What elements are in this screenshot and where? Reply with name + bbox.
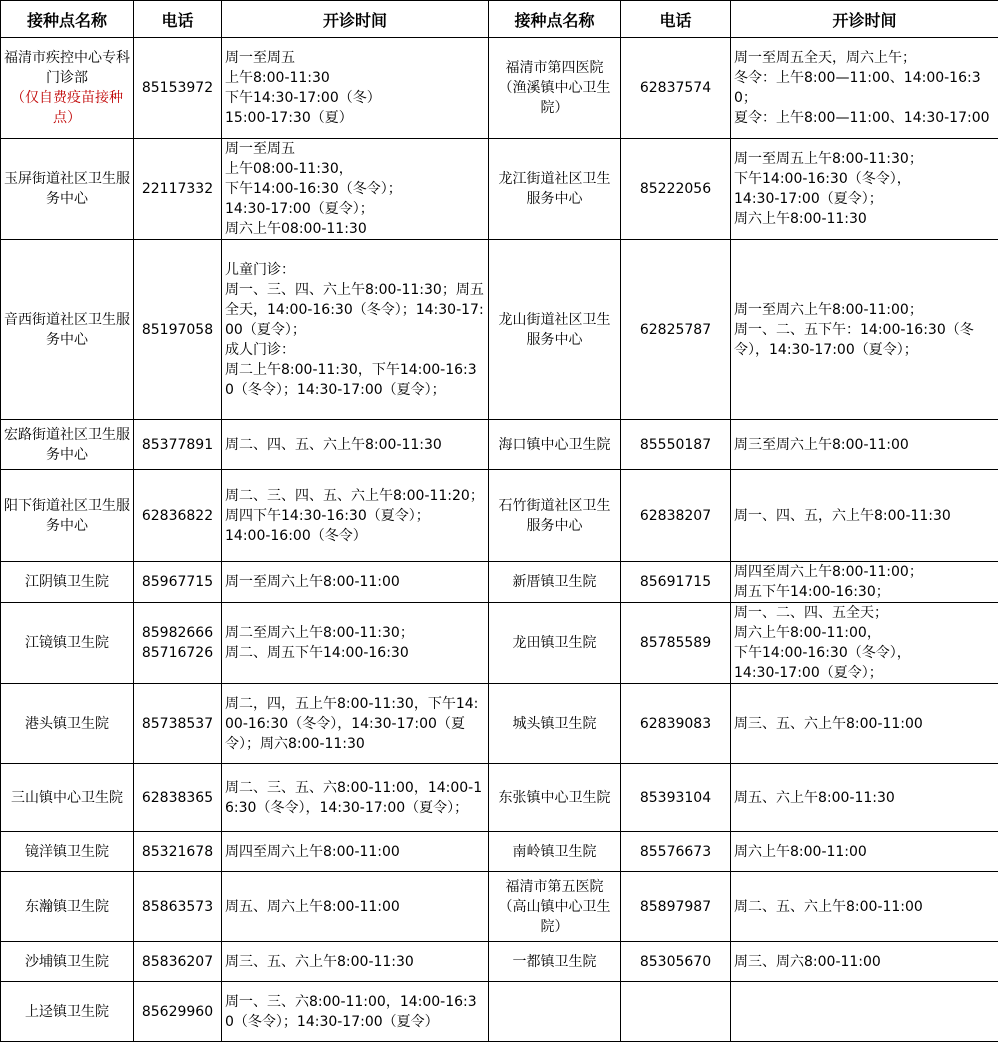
hours-line: 周六上午8:00-11:00， [734, 623, 995, 643]
clinic-hours [731, 470, 998, 562]
site-name-text: 福清市疾控中心专科门诊部 [4, 48, 130, 88]
clinic-hours [222, 872, 489, 942]
hours-line: 周四至周六上午8:00-11:00 [225, 842, 485, 862]
hours-line: 14:30-17:00（夏令）； [734, 663, 995, 683]
hours-line: 下午14:00-16:30（冬令）； [225, 179, 485, 199]
site-name: 石竹街道社区卫生服务中心 [489, 470, 621, 562]
site-name: 宏路街道社区卫生服务中心 [1, 420, 134, 470]
clinic-hours [222, 240, 489, 420]
hours-line: 14:00-16:00（冬令） [225, 526, 485, 546]
hours-line: 冬令：上午8:00—11:00、14:00-16:30； [734, 68, 995, 108]
phone-line: 85716726 [137, 643, 218, 663]
hours-line: 周一至周五 [225, 48, 485, 68]
phone-number: 22117332 [134, 139, 222, 240]
site-name: 玉屏街道社区卫生服务中心 [1, 139, 134, 240]
hours-line: 14:30-17:00（夏令）； [734, 189, 995, 209]
clinic-hours [731, 942, 998, 982]
hours-line: 周一、二、四、五全天； [734, 603, 995, 623]
site-name: 海口镇中心卫生院 [489, 420, 621, 470]
header-hours: 开诊时间 [222, 1, 489, 38]
header-phone: 电话 [134, 1, 222, 38]
table-row [1, 470, 998, 562]
site-name: 城头镇卫生院 [489, 684, 621, 764]
site-name: 南岭镇卫生院 [489, 832, 621, 872]
clinic-hours [222, 764, 489, 832]
hours-line: 周四至周六上午8:00-11:00； [734, 562, 995, 582]
table-row [1, 562, 998, 603]
header-phone: 电话 [621, 1, 731, 38]
hours-line: 周二至周六上午8:00-11:30； [225, 623, 485, 643]
clinic-hours [731, 38, 998, 139]
phone-number: 85393104 [621, 764, 731, 832]
site-name: 福清市第五医院（高山镇中心卫生院） [489, 872, 621, 942]
table-row [1, 420, 998, 470]
hours-line: 周五、周六上午8:00-11:00 [225, 897, 485, 917]
hours-line: 周二，四，五上午8:00-11:30，下午14:00-16:30（冬令），14:30-17:00（夏令）；周六8:00-11:30 [225, 694, 485, 754]
site-name: 港头镇卫生院 [1, 684, 134, 764]
clinic-hours [222, 832, 489, 872]
phone-number [134, 603, 222, 684]
site-name: 上迳镇卫生院 [1, 982, 134, 1042]
hours-line: 下午14:30-17:00（冬） [225, 88, 485, 108]
hours-line: 周二、周五下午14:00-16:30 [225, 643, 485, 663]
hours-line: 周六上午08:00-11:30 [225, 219, 485, 239]
table-row [1, 240, 998, 420]
phone-number: 85576673 [621, 832, 731, 872]
clinic-hours [222, 982, 489, 1042]
site-name: 新厝镇卫生院 [489, 562, 621, 603]
hours-line: 成人门诊： [225, 340, 485, 360]
phone-number: 85836207 [134, 942, 222, 982]
hours-line: 上午8:00-11:30 [225, 68, 485, 88]
phone-number: 85863573 [134, 872, 222, 942]
hours-line: 周一至周六上午8:00-11:00； [734, 300, 995, 320]
table-row [1, 764, 998, 832]
table-row [1, 982, 998, 1042]
phone-number: 62838207 [621, 470, 731, 562]
phone-number: 85691715 [621, 562, 731, 603]
phone-number: 85629960 [134, 982, 222, 1042]
clinic-hours [731, 764, 998, 832]
phone-number: 85785589 [621, 603, 731, 684]
site-name [489, 982, 621, 1042]
hours-line: 周一至周五全天，周六上午； [734, 48, 995, 68]
clinic-hours [222, 420, 489, 470]
hours-line: 周二、三、四、五、六上午8:00-11:20；周四下午14:30-16:30（夏令）； [225, 486, 485, 526]
table-row [1, 942, 998, 982]
hours-line: 周三至周六上午8:00-11:00 [734, 435, 995, 455]
table-row [1, 38, 998, 139]
hours-line: 下午14:00-16:30（冬令）， [734, 643, 995, 663]
header-hours: 开诊时间 [731, 1, 998, 38]
phone-number: 62836822 [134, 470, 222, 562]
clinic-hours [222, 139, 489, 240]
hours-line: 周五下午14:00-16:30； [734, 582, 995, 602]
phone-number: 85305670 [621, 942, 731, 982]
site-name [1, 38, 134, 139]
site-name: 江镜镇卫生院 [1, 603, 134, 684]
hours-line: 周一至周五 [225, 139, 485, 159]
hours-line: 周二上午8:00-11:30，下午14:00-16:30（冬令）；14:30-17:00（夏令）； [225, 360, 485, 400]
phone-number: 62838365 [134, 764, 222, 832]
hours-line: 周一、四、五，六上午8:00-11:30 [734, 506, 995, 526]
site-name: 东瀚镇卫生院 [1, 872, 134, 942]
site-name: 镜洋镇卫生院 [1, 832, 134, 872]
phone-number: 85897987 [621, 872, 731, 942]
phone-number: 85197058 [134, 240, 222, 420]
header-row [1, 1, 998, 38]
hours-line: 周一至周五上午8:00-11:30； [734, 149, 995, 169]
clinic-hours [731, 420, 998, 470]
clinic-hours [222, 684, 489, 764]
phone-number: 85377891 [134, 420, 222, 470]
table-row [1, 684, 998, 764]
site-name: 阳下街道社区卫生服务中心 [1, 470, 134, 562]
hours-line: 下午14:00-16:30（冬令）， [734, 169, 995, 189]
phone-number [621, 982, 731, 1042]
hours-line: 周二、三、五、六8:00-11:00，14:00-16:30（冬令），14:30-17:00（夏令）； [225, 778, 485, 818]
hours-line: 周六上午8:00-11:00 [734, 842, 995, 862]
clinic-hours [731, 240, 998, 420]
clinic-hours [731, 982, 998, 1042]
site-name: 龙田镇卫生院 [489, 603, 621, 684]
hours-line: 周一、二、五下午：14:00-16:30（冬令），14:30-17:00（夏令）； [734, 320, 995, 360]
table-row [1, 603, 998, 684]
clinic-hours [731, 684, 998, 764]
hours-line: 儿童门诊： [225, 260, 485, 280]
phone-number: 85967715 [134, 562, 222, 603]
clinic-hours [222, 38, 489, 139]
hours-line: 14:30-17:00（夏令）； [225, 199, 485, 219]
phone-number: 85222056 [621, 139, 731, 240]
site-name: 音西街道社区卫生服务中心 [1, 240, 134, 420]
table-row [1, 872, 998, 942]
hours-line: 周一、三、六8:00-11:00，14:00-16:30（冬令）；14:30-17:00（夏令） [225, 992, 485, 1032]
phone-number: 85153972 [134, 38, 222, 139]
header-site-name: 接种点名称 [489, 1, 621, 38]
clinic-hours [731, 832, 998, 872]
hours-line: 周六上午8:00-11:30 [734, 209, 995, 229]
hours-line: 周一、三、四、六上午8:00-11:30；周五全天，14:00-16:30（冬令）；14:30-17:00（夏令）； [225, 280, 485, 340]
hours-line: 夏令：上午8:00—11:00、14:30-17:00 [734, 108, 995, 128]
clinic-hours [222, 562, 489, 603]
phone-line: 85982666 [137, 623, 218, 643]
table-row [1, 832, 998, 872]
site-name: 龙山街道社区卫生服务中心 [489, 240, 621, 420]
site-name: 沙埔镇卫生院 [1, 942, 134, 982]
phone-number: 62837574 [621, 38, 731, 139]
site-name: 三山镇中心卫生院 [1, 764, 134, 832]
clinic-hours [222, 942, 489, 982]
hours-line: 周一至周六上午8:00-11:00 [225, 572, 485, 592]
site-name: 东张镇中心卫生院 [489, 764, 621, 832]
header-site-name: 接种点名称 [1, 1, 134, 38]
site-name: 江阴镇卫生院 [1, 562, 134, 603]
hours-line: 15:00-17:30（夏） [225, 108, 485, 128]
hours-line: 周三、五、六上午8:00-11:30 [225, 952, 485, 972]
table-row [1, 139, 998, 240]
hours-line: 周三、周六8:00-11:00 [734, 952, 995, 972]
site-name: 龙江街道社区卫生服务中心 [489, 139, 621, 240]
phone-number: 62839083 [621, 684, 731, 764]
clinic-hours [731, 872, 998, 942]
hours-line: 周二、四、五、六上午8:00-11:30 [225, 435, 485, 455]
hours-line: 周二、五、六上午8:00-11:00 [734, 897, 995, 917]
hours-line: 上午08:00-11:30， [225, 159, 485, 179]
phone-number: 85321678 [134, 832, 222, 872]
phone-number: 85550187 [621, 420, 731, 470]
self-pay-note: （仅自费疫苗接种点） [4, 88, 130, 128]
phone-number: 62825787 [621, 240, 731, 420]
clinic-hours [222, 603, 489, 684]
phone-number: 85738537 [134, 684, 222, 764]
hours-line: 周三、五、六上午8:00-11:00 [734, 714, 995, 734]
site-name: 一都镇卫生院 [489, 942, 621, 982]
hours-line: 周五、六上午8:00-11:30 [734, 788, 995, 808]
clinic-hours [731, 562, 998, 603]
site-name: 福清市第四医院（渔溪镇中心卫生院） [489, 38, 621, 139]
clinic-hours [731, 603, 998, 684]
clinic-hours [731, 139, 998, 240]
clinic-hours [222, 470, 489, 562]
